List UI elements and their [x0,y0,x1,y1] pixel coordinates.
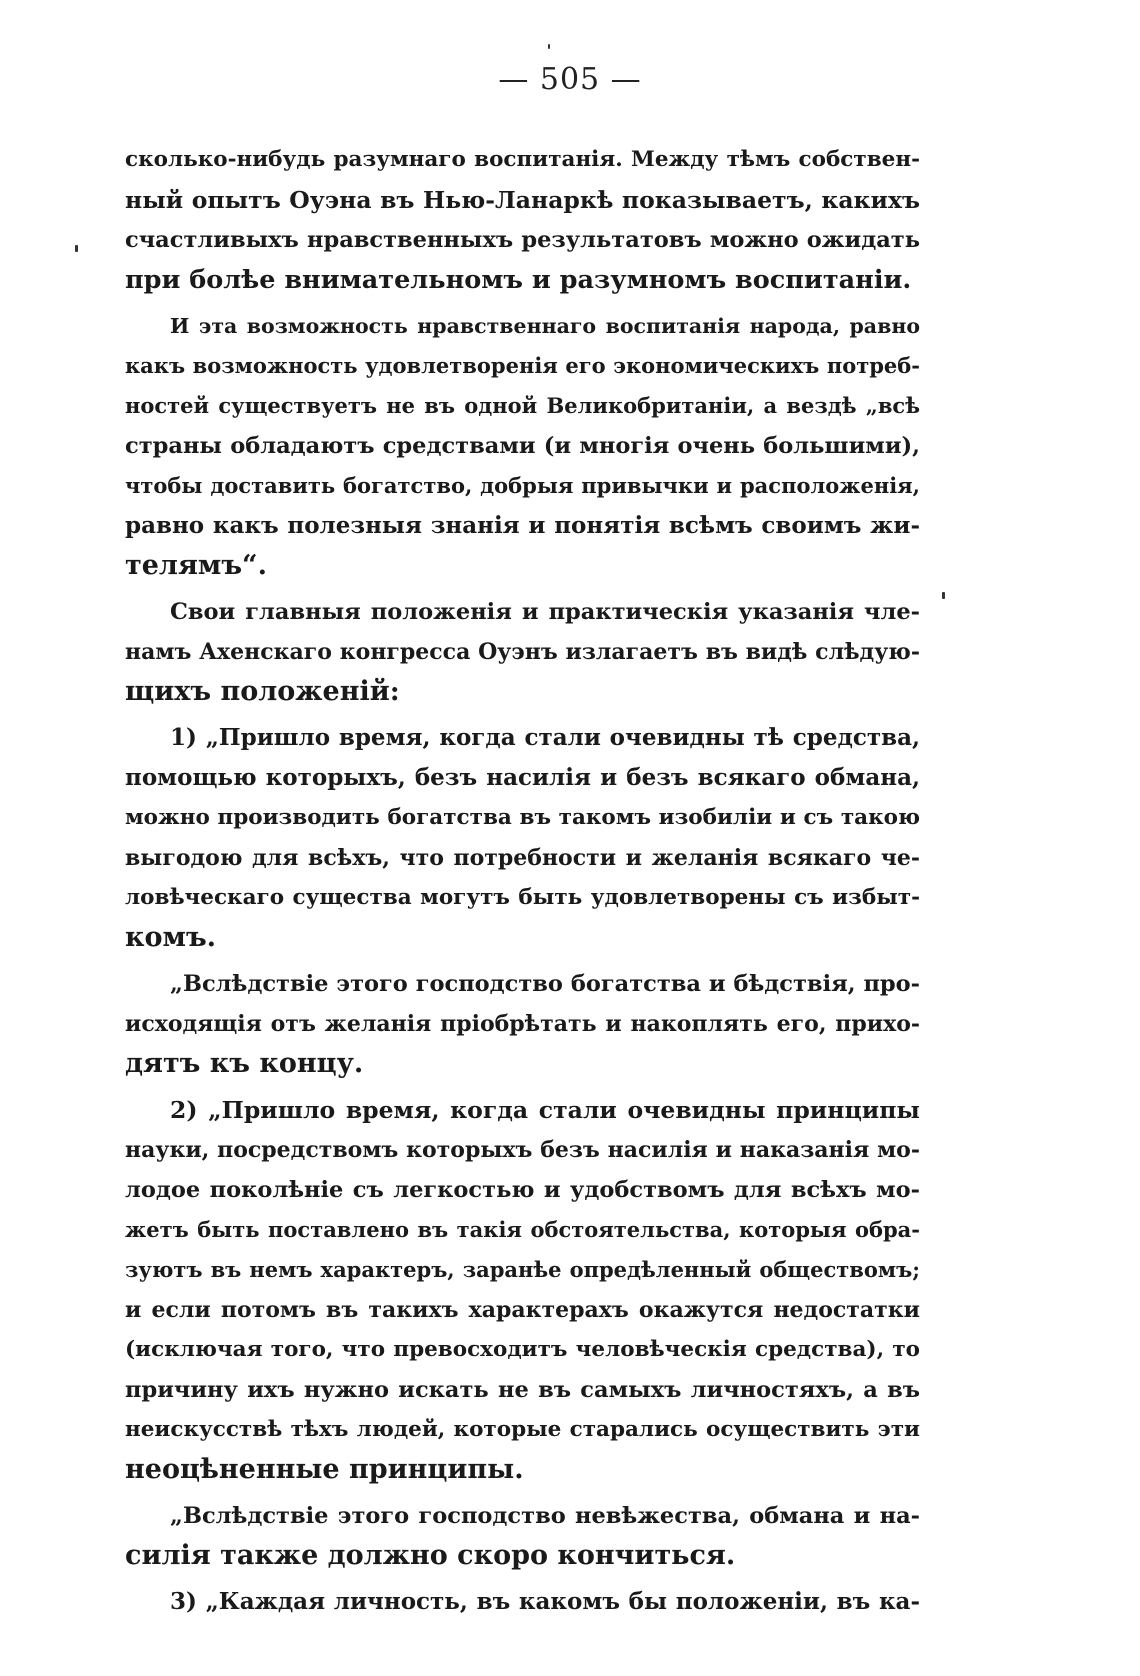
text-line: „Вслѣдствіе этого господство невѣжества, обмана и на- [170,1503,920,1529]
text-line: и если потомъ въ такихъ характерахъ окажутся недостатки [125,1297,920,1323]
text-line: неоцѣненные принципы. [125,1454,524,1485]
text-line: Свои главныя положенія и практическія указанія чле- [170,599,920,625]
body-text [125,140,920,1622]
text-line: исходящія отъ желанія пріобрѣтать и накоплять его, прихо- [125,1011,920,1037]
text-line: (исключая того, что превосходитъ человѣческія средства), то [125,1337,920,1362]
text-line: лодое поколѣніе съ легкостью и удобствомъ для всѣхъ мо- [125,1177,920,1203]
text-line: науки, посредствомъ которыхъ безъ насилія и наказанія мо- [125,1137,920,1163]
text-line: сколько-нибудь разумнаго воспитанія. Между тѣмъ собствен- [125,147,920,172]
text-line: щихъ положеній: [125,676,400,707]
text-line: 2) „Пришло время, когда стали очевидны принципы [170,1096,920,1124]
text-line: комъ. [125,922,217,953]
text-line: И эта возможность нравственнаго воспитанія народа, равно [170,314,920,338]
text-line: причину ихъ нужно искать не въ самыхъ личностяхъ, а въ [125,1377,920,1403]
text-line: 1) „Пришло время, когда стали очевидны тѣ средства, [170,724,920,751]
text-line: ностей существуетъ не въ одной Великобританіи, а вездѣ „всѣ [125,393,920,418]
text-line: жетъ быть поставлено въ такія обстоятельства, которыя обра- [125,1217,920,1242]
text-line: 3) „Каждая личность, въ какомъ бы положеніи, въ ка- [170,1588,920,1615]
text-line: при болѣе внимательномъ и разумномъ воспитаніи. [125,265,912,295]
scan-speck [548,44,550,49]
text-line: дятъ къ концу. [125,1048,364,1079]
text-line: намъ Ахенскаго конгресса Оуэнъ излагаетъ въ видѣ слѣдую- [125,639,920,665]
text-line: равно какъ полезныя знанія и понятія всѣмъ своимъ жи- [125,512,920,539]
text-line: какъ возможность удовлетворенія его экономическихъ потреб- [125,353,920,378]
text-line: телямъ“. [125,550,267,581]
text-line: выгодою для всѣхъ, что потребности и желанія всякаго че- [125,845,920,871]
page-number: — 505 — [498,62,642,97]
scan-speck [942,592,945,599]
scan-speck [75,245,78,252]
text-line: страны обладаютъ средствами (и многія очень большими), [125,433,920,459]
text-line: счастливыхъ нравственныхъ результатовъ можно ожидать [125,227,920,253]
text-line: ный опытъ Оуэна въ Нью-Ланаркѣ показываетъ, какихъ [125,186,920,214]
text-line: „Вслѣдствіе этого господство богатства и бѣдствія, про- [170,971,920,997]
text-line: неискусствѣ тѣхъ людей, которые старались осуществить эти [125,1417,920,1442]
text-line: помощью которыхъ, безъ насилія и безъ всякаго обмана, [125,764,920,791]
text-line: силія также должно скоро кончиться. [125,1540,736,1571]
text-line: зуютъ въ немъ характеръ, заранѣе опредѣленный обществомъ; [125,1257,920,1282]
text-line: можно производить богатства въ такомъ изобиліи и съ такою [125,805,920,830]
text-line: ловѣческаго существа могутъ быть удовлетворены съ избыт- [125,885,920,910]
text-line: чтобы доставить богатство, добрыя привычки и расположенія, [125,473,920,498]
